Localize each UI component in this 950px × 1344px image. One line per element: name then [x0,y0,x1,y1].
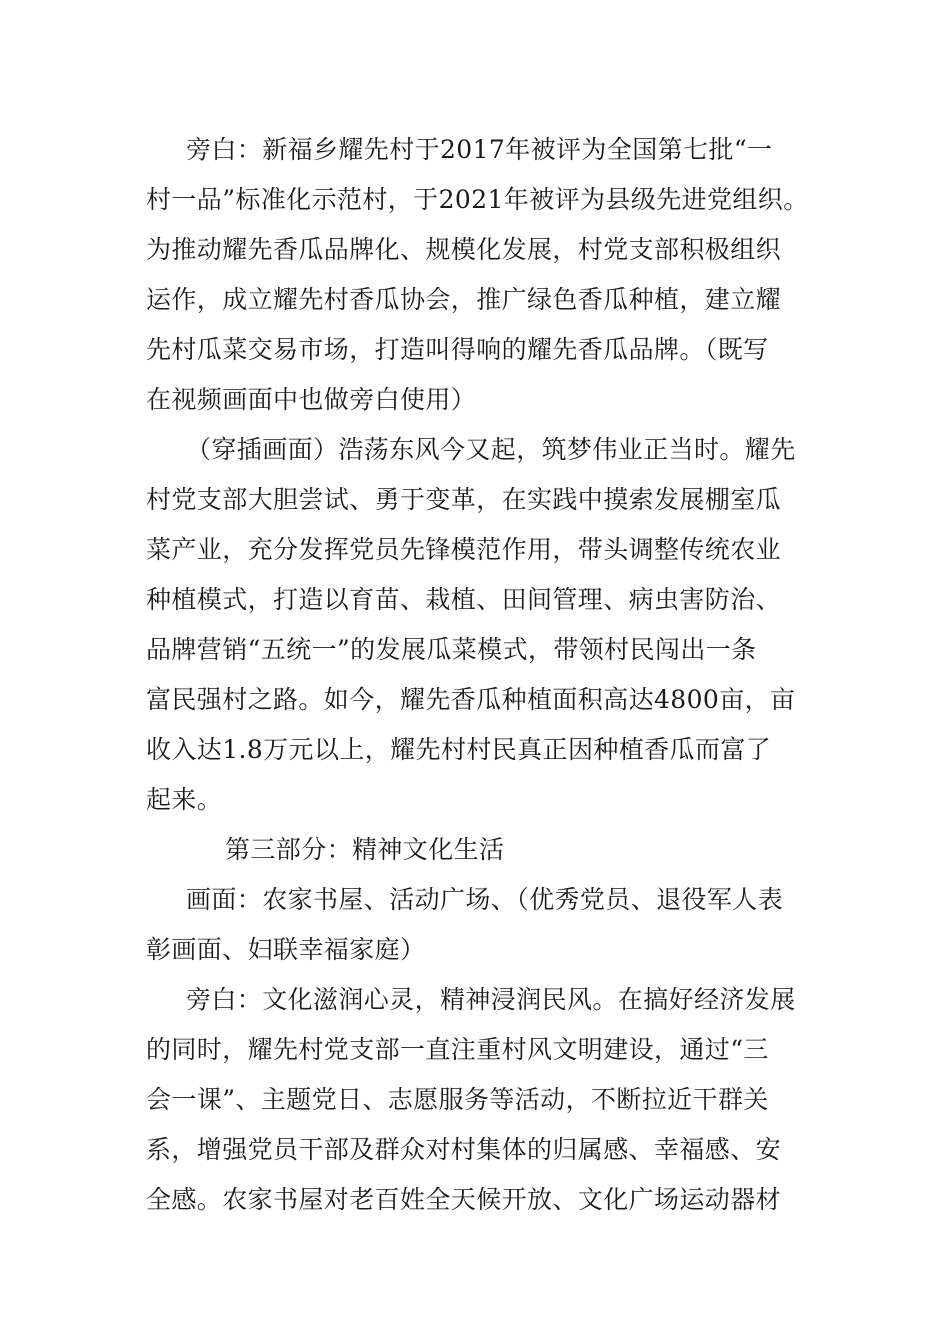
paragraph-3-line-2: 彰画面、妇联幸福家庭） [146,935,426,964]
section-heading: 第三部分：精神文化生活 [225,835,505,864]
paragraph-2-line-2: 村党支部大胆尝试、勇于变革，在实践中摸索发展棚室瓜 [146,485,782,514]
paragraph-2-line-8: 起来。 [146,785,223,814]
paragraph-2-line-3: 菜产业，充分发挥党员先锋模范作用，带头调整传统农业 [146,535,782,564]
paragraph-2-line-6: 富民强村之路。如今，耀先香瓜种植面积高达4800亩，亩 [146,685,796,714]
paragraph-4-line-3: 会一课”、主题党日、志愿服务等活动，不断拉近干群关 [146,1085,769,1114]
paragraph-4-line-5: 全感。农家书屋对老百姓全天候开放、文化广场运动器材 [146,1185,782,1214]
paragraph-2-line-7: 收入达1.8万元以上，耀先村村民真正因种植香瓜而富了 [146,735,772,764]
paragraph-1-line-3: 为推动耀先香瓜品牌化、规模化发展，村党支部积极组织 [146,235,782,264]
paragraph-2-line-4: 种植模式，打造以育苗、栽植、田间管理、病虫害防治、 [146,585,782,614]
paragraph-1-line-4: 运作，成立耀先村香瓜协会，推广绿色香瓜种植，建立耀 [146,285,782,314]
paragraph-4-line-2: 的同时，耀先村党支部一直注重村风文明建设，通过“三 [146,1035,769,1064]
paragraph-1-line-6: 在视频画面中也做旁白使用） [146,385,477,414]
paragraph-4-line-1: 旁白：文化滋润心灵，精神浸润民风。在搞好经济发展 [186,985,796,1014]
paragraph-1-line-5: 先村瓜菜交易市场，打造叫得响的耀先香瓜品牌。（既写 [146,335,769,364]
paragraph-2-line-5: 品牌营销“五统一”的发展瓜菜模式，带领村民闯出一条 [146,635,757,664]
paragraph-2-line-1: （穿插画面）浩荡东风今又起，筑梦伟业正当时。耀先 [186,435,796,464]
paragraph-4-line-4: 系，增强党员干部及群众对村集体的归属感、幸福感、安 [146,1135,782,1164]
paragraph-3-line-1: 画面：农家书屋、活动广场、（优秀党员、退役军人表 [186,885,784,914]
paragraph-1-line-2: 村一品”标准化示范村，于2021年被评为县级先进党组织。 [146,185,809,214]
paragraph-1-line-1: 旁白：新福乡耀先村于2017年被评为全国第七批“一 [186,135,773,164]
